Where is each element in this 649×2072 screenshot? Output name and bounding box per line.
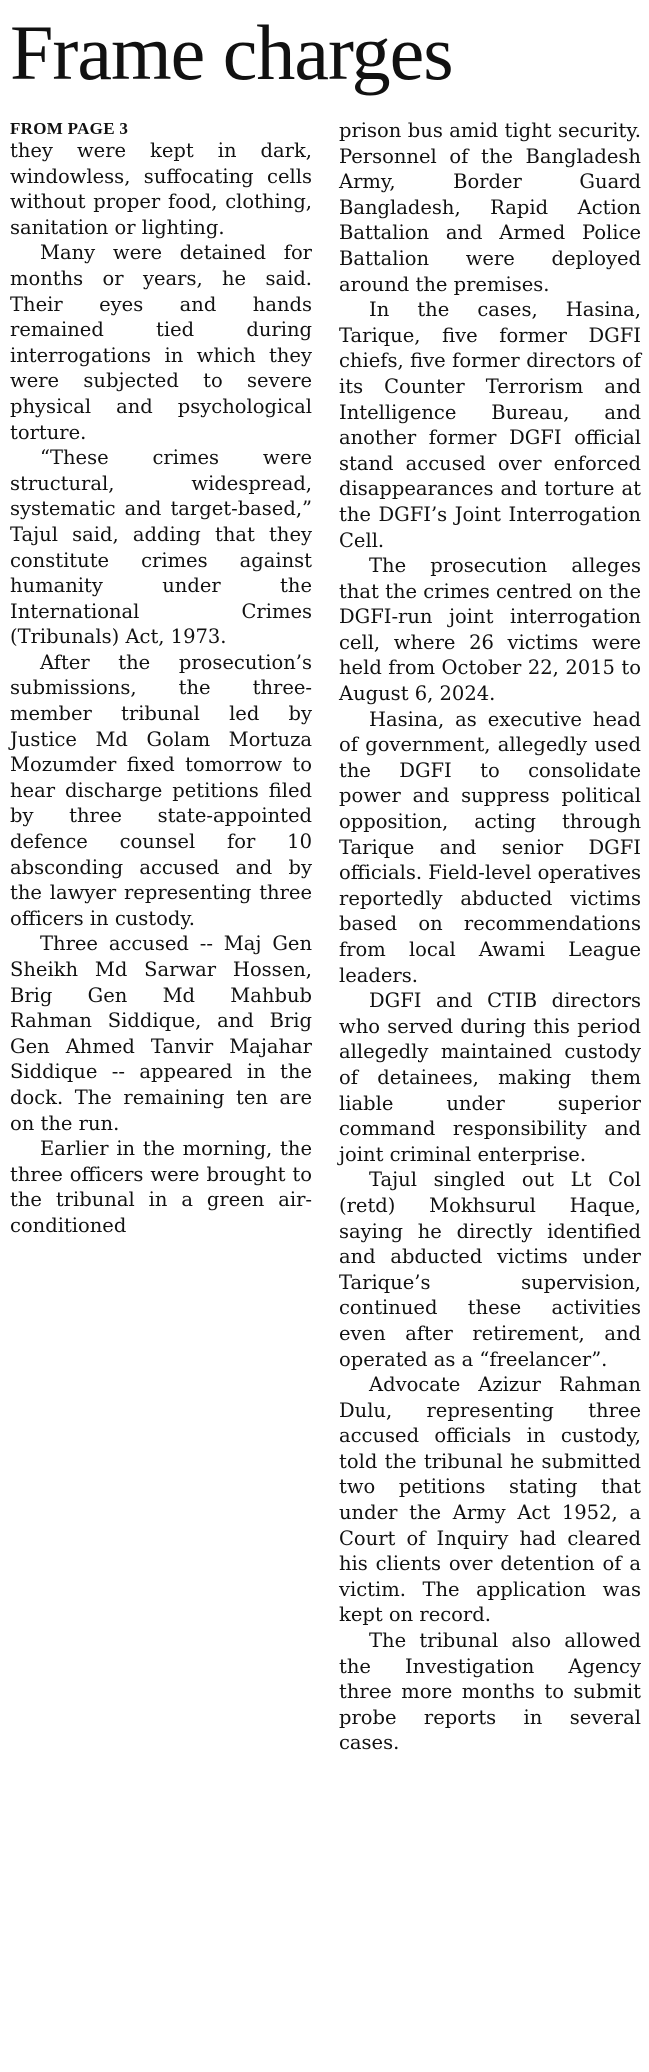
paragraph: prison bus amid tight security. Personnel of the Bangladesh Army, Border Guard Bangladesh, Rapid Action Battalion and Armed Police Battalion were deployed around the premises. (339, 119, 641, 296)
paragraph: The tribunal also allowed the Investigation Agency three more months to submit probe reports in several cases. (339, 1629, 641, 1755)
paragraph: Many were detained for months or years, he said. Their eyes and hands remained tied during interrogations in which they were subjected to severe physical and psychological torture. (10, 241, 312, 444)
paragraph: “These crimes were structural, widespread, systematic and target-based,” Tajul said, adding that they constitute crimes against humanity under the International Crimes (Tribunals) Act, 1973. (10, 446, 312, 649)
paragraph: In the cases, Hasina, Tarique, five former DGFI chiefs, five former directors of its Counter Terrorism and Intelligence Bureau, and another former DGFI official stand accused over enforced disappearances and torture at the DGFI’s Joint Interrogation Cell. (339, 298, 641, 552)
paragraph: After the prosecution’s submissions, the three-member tribunal led by Justice Md Golam Mortuza Mozumder fixed tomorrow to hear discharge petitions filed by three state-appointed defence counsel for 10 absconding accused and by the lawyer representing three officers in custody. (10, 650, 312, 930)
paragraph: Three accused -- Maj Gen Sheikh Md Sarwar Hossen, Brig Gen Md Mahbub Rahman Siddique, and Brig Gen Ahmed Tanvir Majahar Siddique -- appeared in the dock. The remaining ten are on the run. (10, 932, 312, 1135)
paragraph: Tajul singled out Lt Col (retd) Mokhsurul Haque, saying he directly identified and abducted victims under Tarique’s supervision, continued these activities even after retirement, and operated as a “freelancer”. (339, 1168, 641, 1371)
left-column (10, 119, 312, 1239)
paragraph: DGFI and CTIB directors who served during this period allegedly maintained custody of detainees, making them liable under superior command responsibility and joint criminal enterprise. (339, 989, 641, 1166)
paragraph: Advocate Azizur Rahman Dulu, representing three accused officials in custody, told the tribunal he submitted two petitions stating that under the Army Act 1952, a Court of Inquiry had cleared his clients over detention of a victim. The application was kept on record. (339, 1373, 641, 1627)
headline: Frame charges (10, 9, 453, 96)
paragraph: Earlier in the morning, the three officers were brought to the tribunal in a green air-conditioned (10, 1137, 312, 1237)
paragraph: they were kept in dark, windowless, suffocating cells without proper food, clothing, sanitation or lighting. (10, 139, 312, 239)
paragraph: The prosecution alleges that the crimes centred on the DGFI-run joint interrogation cell, where 26 victims were held from October 22, 2015 to August 6, 2024. (339, 554, 641, 706)
kicker: FROM PAGE 3 (10, 119, 129, 138)
paragraph: Hasina, as executive head of government, allegedly used the DGFI to consolidate power and suppress political opposition, acting through Tarique and senior DGFI officials. Field-level operatives reportedly abducted victims based on recommendations from local Awami League leaders. (339, 707, 641, 987)
right-column (339, 118, 641, 1756)
